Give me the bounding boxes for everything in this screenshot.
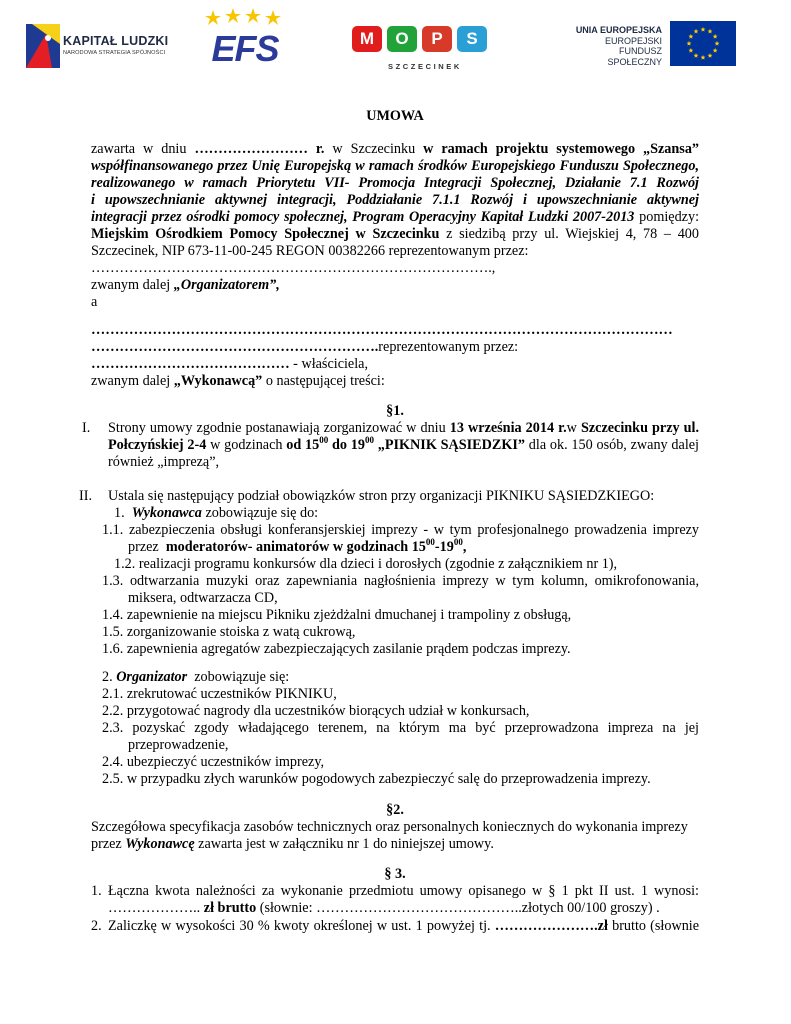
mops-logo [352, 26, 492, 76]
item-1-3-line-a: 1.3. odtwarzania muzyki oraz zapewniania nagłośnienia imprezy w tym kolumn, omikrofonowania, [102, 573, 699, 589]
section-1-heading: §1. [386, 403, 404, 419]
eu-star [708, 29, 713, 34]
intro-line-1: zawarta w dniu …………………… r. w Szczecinku w ramach projektu systemowego „Szansa” [91, 141, 700, 157]
section-3-p2-line-a: Zaliczkę w wysokości 30 % kwoty określonej w ust. 1 powyżej tj. ………………….zł brutto (słownie [108, 918, 700, 934]
organizator-heading: 2. Organizator zobowiązuje się: [102, 669, 290, 685]
intro-line-14: zwanym dalej „Wykonawcą” o następującej treści: [91, 373, 385, 389]
eu-star [701, 55, 706, 60]
kapital-ludzki-subtitle: NARODOWA STRATEGIA SPÓJNOŚCI [63, 50, 166, 56]
eu-star [694, 29, 699, 34]
intro-line-10: a [91, 294, 98, 310]
item-1-1-line-b: przez moderatorów- animatorów w godzinach $15^{00}-19^{00}$, [128, 537, 467, 555]
kapital-ludzki-title: KAPITAŁ LUDZKI [63, 34, 169, 48]
section-1-i-number: I. [82, 420, 91, 436]
eu-star [708, 53, 713, 58]
kapital-ludzki-logo [26, 22, 176, 70]
section-3-p1-line-b: ……………….. zł brutto (słownie: ……………………………………..złotych 00/100 groszy) . [108, 900, 660, 916]
item-1-6: 1.6. zapewnienia agregatów zabezpieczających zasilanie prądem podczas imprezy. [102, 641, 571, 657]
item-1-4: 1.4. zapewnienie na miejscu Pikniku zjeżdżalni dmuchanej i trampoliny z obsługą, [102, 607, 572, 623]
intro-line-7: Szczecinek, NIP 673-11-00-245 REGON 00382266 reprezentowanym przez: [91, 243, 529, 259]
wykonawca-heading: 1. Wykonawca zobowiązuje się do: [114, 505, 319, 521]
efs-stars-icon [205, 8, 285, 28]
eu-star [713, 48, 718, 53]
intro-line-11: …………………………………………………………………………………………………………… [91, 322, 673, 338]
mops-tile-p: P [422, 26, 452, 52]
section-3-heading: § 3. [384, 866, 406, 882]
intro-line-13: …………………………………… - właściciela, [91, 356, 369, 372]
intro-line-8: …………………………………………………………………………., [91, 260, 496, 276]
section-1-i-line-1: Strony umowy zgodnie postanawiają zorganizować w dniu 13 września 2014 r.w Szczecinku przy ul. [108, 420, 700, 436]
efs-logo [195, 8, 295, 70]
item-2-1: 2.1. zrekrutować uczestników PIKNIKU, [102, 686, 337, 702]
item-2-2: 2.2. przygotować nagrody dla uczestników biorących udział w konkursach, [102, 703, 530, 719]
eu-star [687, 41, 692, 46]
kapital-ludzki-emblem-icon [26, 24, 60, 68]
ue-line-1: UNIA EUROPEJSKA [575, 25, 662, 35]
intro-line-2: współfinansowanego przez Unię Europejską w ramach środków Europejskiego Funduszu Społecznego, [91, 158, 699, 174]
item-2-3-line-a: 2.3. pozyskać zgody władającego terenem, na którym ma być przeprowadzona impreza na jej [102, 720, 699, 736]
intro-line-5: integracji przez ośrodki pomocy społecznej, Program Operacyjny Kapitał Ludzki 2007-2013 pomiędzy: [91, 209, 700, 225]
intro-line-4: i upowszechnianie aktywnej integracji, Poddziałanie 7.1.1 Rozwój i upowszechnianie aktywnej [91, 192, 699, 208]
ue-line-3: FUNDUSZ SPOŁECZNY [607, 46, 662, 67]
item-2-5: 2.5. w przypadku złych warunków pogodowych zabezpieczyć salę do przeprowadzenia imprezy. [102, 771, 651, 787]
section-3-p1-number: 1. [91, 883, 102, 899]
document-title: UMOWA [366, 108, 424, 124]
intro-line-3: realizowanego w ramach Priorytetu VII- Promocja Integracji Społecznej, Działanie 7.1 Rozwój [91, 175, 699, 191]
mops-subtitle: SZCZECINEK [388, 62, 462, 71]
item-1-3-line-b: miksera, odtwarzacza CD, [128, 590, 278, 606]
section-3-p2-number: 2. [91, 918, 102, 934]
intro-line-9: zwanym dalej „Organizatorem”, [91, 277, 280, 293]
mops-tile-s: S [457, 26, 487, 52]
eu-star [688, 34, 693, 39]
item-2-4: 2.4. ubezpieczyć uczestników imprezy, [102, 754, 325, 770]
item-1-2: 1.2. realizacji programu konkursów dla dzieci i dorosłych (zgodnie z załącznikiem nr 1), [114, 556, 618, 572]
section-1-ii-line-1: Ustala się następujący podział obowiązków stron przy organizacji PIKNIKU SĄSIEDZKIEGO: [108, 488, 655, 504]
mops-tile-o: O [387, 26, 417, 52]
item-2-3-line-b: przeprowadzenie, [128, 737, 229, 753]
item-1-5: 1.5. zorganizowanie stoiska z watą cukrową, [102, 624, 356, 640]
section-2-heading: §2. [386, 802, 404, 818]
efs-text: EFS [211, 28, 279, 69]
ue-line-2: EUROPEJSKI [604, 35, 662, 46]
ue-text [566, 25, 662, 67]
section-1-ii-number: II. [79, 488, 92, 504]
intro-line-12: …………………………………………………….reprezentowanym przez: [91, 339, 519, 355]
eu-star [688, 48, 693, 53]
mops-tile-m: M [352, 26, 382, 52]
eu-flag-icon [670, 21, 736, 66]
section-2-line-1: Szczegółowa specyfikacja zasobów technicznych oraz personalnych koniecznych do wykonania imprezy [91, 819, 688, 835]
item-1-1-line-a: 1.1. zabezpieczenia obsługi konferansjerskiej imprezy - w tym profesjonalnego prowadzenia imprezy [102, 522, 700, 538]
section-1-i-line-2: Połczyńskiej 2-4 w godzinach od $15^{00}$ do $19^{00}$ „PIKNIK SĄSIEDZKI” dla ok. 150 osób, zwany dalej [108, 435, 699, 453]
intro-line-6: Miejskim Ośrodkiem Pomocy Społecznej w Szczecinku z siedzibą przy ul. Wiejskiej 4, 78 – 400 [91, 226, 699, 242]
eu-star [694, 53, 699, 58]
section-1-i-line-3: również „imprezą”, [108, 454, 220, 470]
eu-star [713, 34, 718, 39]
eu-star [701, 27, 706, 32]
section-2-line-2: przez Wykonawcę zawarta jest w załączniku nr 1 do niniejszej umowy. [91, 836, 494, 852]
section-3-p1-line-a: Łączna kwota należności za wykonanie przedmiotu umowy opisanego w § 1 pkt II ust. 1 wynosi: [108, 883, 699, 899]
eu-star [715, 41, 720, 46]
